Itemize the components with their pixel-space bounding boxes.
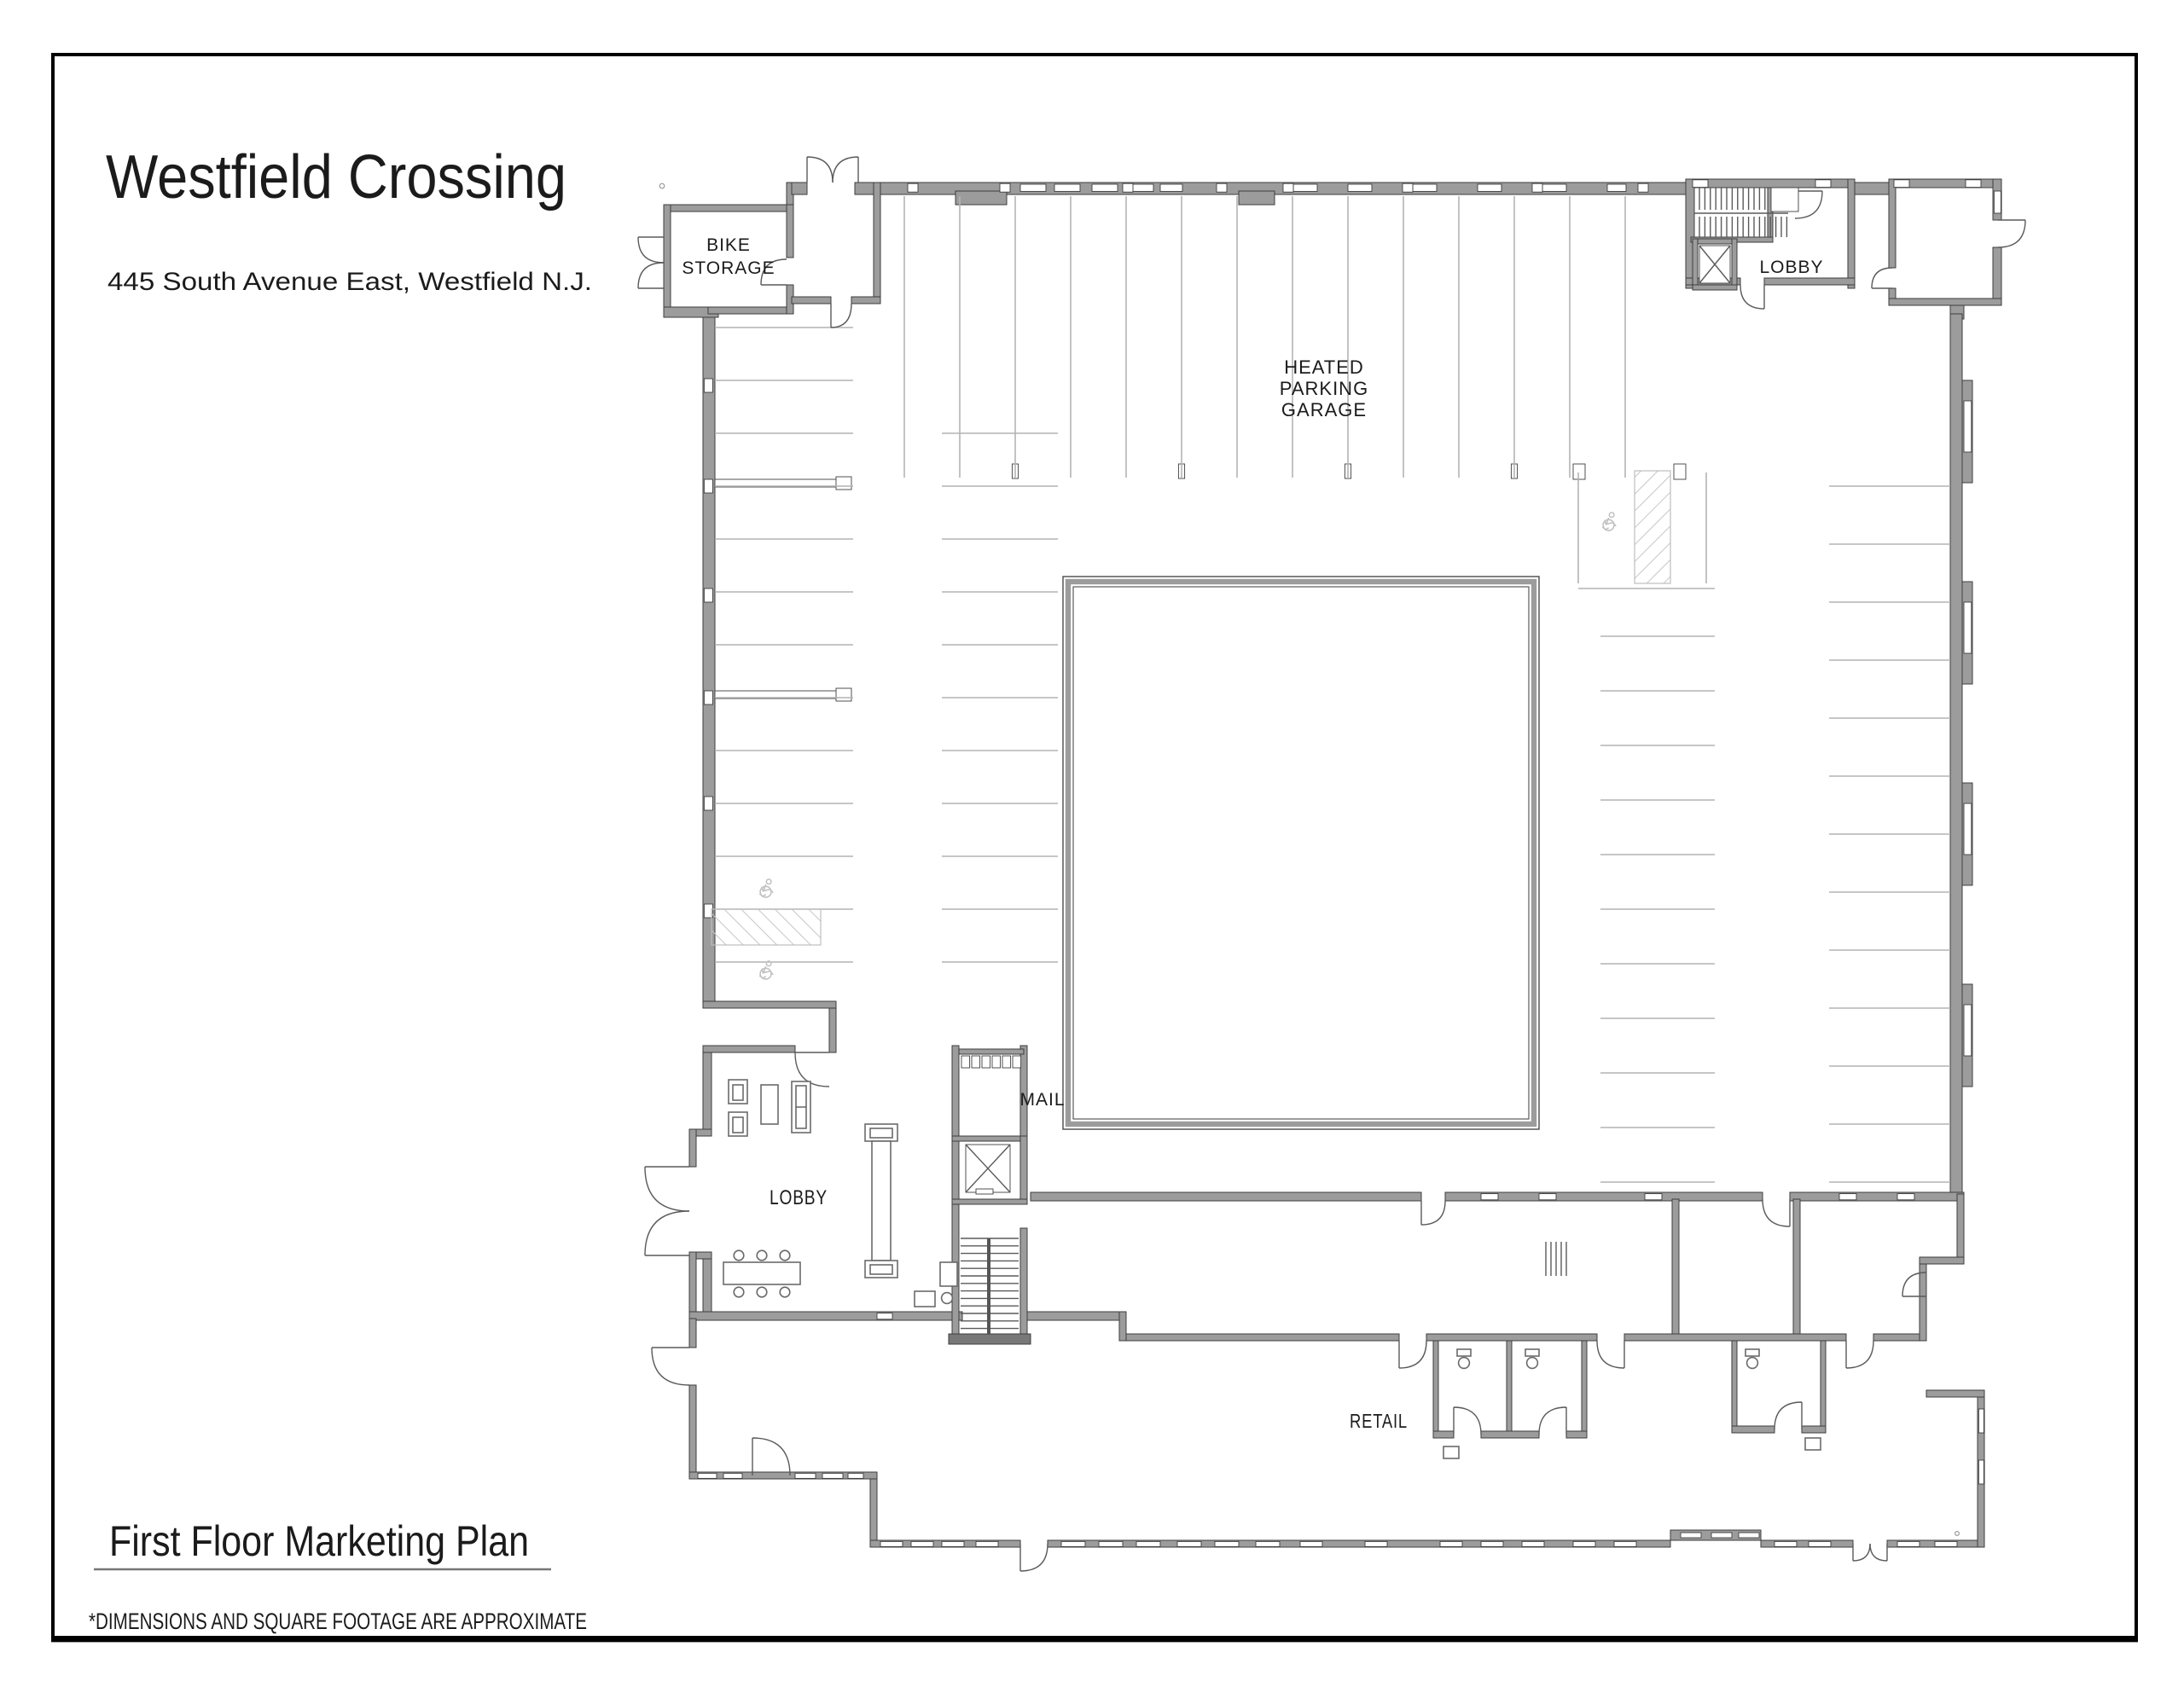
page-address: 445 South Avenue East, Westfield N.J. <box>107 268 592 296</box>
feature-wall <box>872 1141 891 1261</box>
label-bike-storage: BIKE STORAGE <box>682 235 775 278</box>
mailboxes <box>961 1056 1021 1068</box>
coffee-table <box>761 1085 778 1124</box>
plan-title: First Floor Marketing Plan <box>109 1517 529 1565</box>
label-upper-lobby: LOBBY <box>1759 258 1824 277</box>
side-table <box>940 1262 957 1286</box>
label-retail: RETAIL <box>1350 1410 1408 1432</box>
label-garage: HEATED PARKING GARAGE <box>1279 357 1369 420</box>
label-lower-lobby: LOBBY <box>770 1186 828 1209</box>
accessible-stall-hatch-right <box>1635 471 1670 583</box>
title-block <box>106 143 592 296</box>
lobby-core-walls <box>689 1001 1126 1344</box>
central-core-outline <box>1063 577 1539 1129</box>
accessible-stall-hatch-left <box>712 909 821 945</box>
community-table <box>723 1262 800 1284</box>
stall-separator-walls <box>715 477 851 701</box>
page-title: Westfield Crossing <box>106 143 566 212</box>
footer-block <box>89 1517 587 1634</box>
label-mail: MAIL <box>1019 1090 1066 1110</box>
wheelchair-icon <box>757 878 775 899</box>
toilets <box>1457 1349 1759 1368</box>
plan-disclaimer: *DIMENSIONS AND SQUARE FOOTAGE ARE APPROXIMATE <box>89 1609 587 1634</box>
wheelchair-icon <box>1600 512 1618 532</box>
wheelchair-icon <box>757 960 775 981</box>
